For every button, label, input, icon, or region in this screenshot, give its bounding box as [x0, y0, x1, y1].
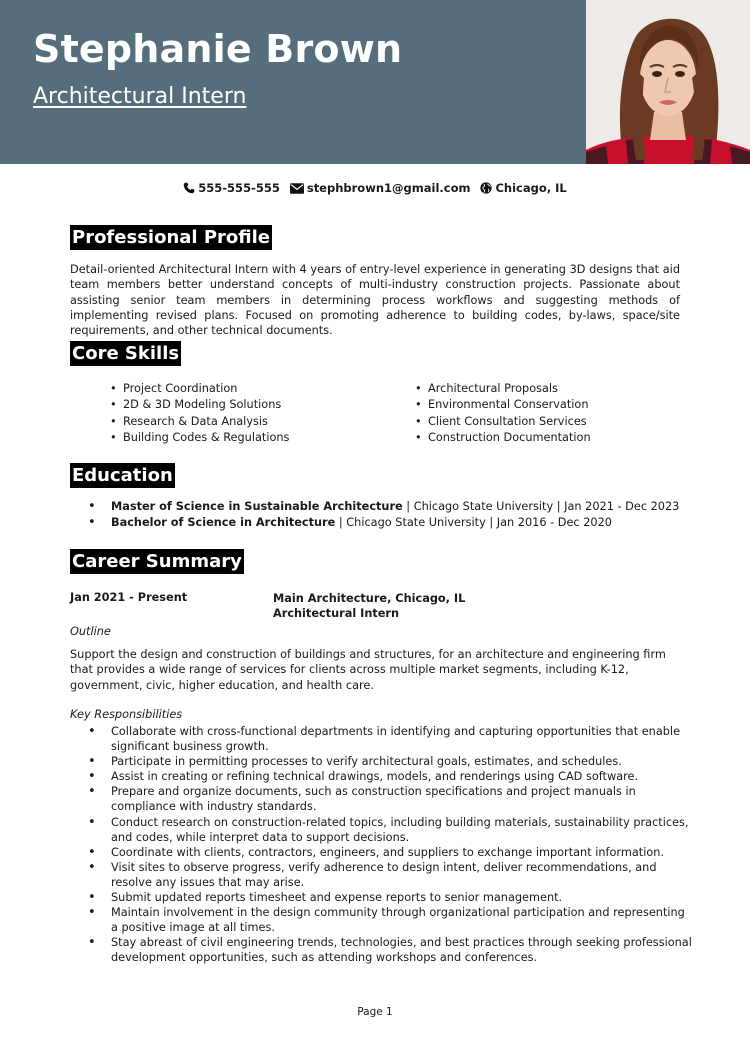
phone-number: 555-555-555 — [198, 181, 280, 195]
degree-name: Master of Science in Sustainable Architecture — [111, 500, 403, 513]
skill-item: • Research & Data Analysis — [110, 414, 289, 430]
page-number: Page 1 — [357, 1006, 393, 1018]
responsibility-item: • Submit updated reports timesheet and expense reports to senior management. — [88, 890, 693, 905]
skills-list-left — [110, 381, 289, 446]
responsibility-item: • Visit sites to observe progress, verify adherence to design intent, deliver recommendations, and resolve any issues that may arise. — [88, 860, 693, 890]
responsibility-item: • Stay abreast of civil engineering trends, technologies, and best practices through seeking professional development opportunities, such as attending workshops and conferences. — [88, 935, 693, 965]
section-heading-education: Education — [72, 465, 173, 486]
responsibilities-list — [88, 724, 693, 966]
contact-bar — [0, 181, 750, 195]
profile-summary: Detail-oriented Architectural Intern with 4 years of entry-level experience in generating 3D designs that aid team members better understand concepts of multi-industry construction projects. Passionate about assisting senior team members in determining process workflows and suggesting methods of implementing revised plans. Focused on promoting adherence to building codes, by-laws, space/site requirements, and other technical documents. — [70, 263, 680, 338]
globe-icon — [480, 182, 492, 194]
skill-item: • Construction Documentation — [415, 430, 591, 446]
email-address: stephbrown1@gmail.com — [306, 181, 471, 195]
responsibility-item: • Prepare and organize documents, such as construction specifications and project manuals in compliance with industry standards. — [88, 784, 693, 814]
job-employer — [273, 591, 465, 621]
skill-item: • Architectural Proposals — [415, 381, 591, 397]
responsibility-item: • Collaborate with cross-functional departments in identifying and capturing opportunities that enable significant business growth. — [88, 724, 693, 754]
education-list — [88, 499, 708, 531]
skill-item: • Client Consultation Services — [415, 414, 591, 430]
degree-details: | Chicago State University | Jan 2016 - Dec 2020 — [335, 516, 612, 529]
degree-details: | Chicago State University | Jan 2021 - Dec 2023 — [402, 500, 680, 513]
skill-item: • Environmental Conservation — [415, 397, 591, 413]
job-outline: Support the design and construction of buildings and structures, for an architecture and engineering firm that provides a wide range of services for clients across multiple market segments, including K-12, government, civic, higher education, and health care. — [70, 648, 666, 692]
responsibility-item: • Assist in creating or refining technical drawings, models, and renderings using CAD software. — [88, 769, 693, 784]
skill-item: • 2D & 3D Modeling Solutions — [110, 397, 289, 413]
responsibility-item: • Participate in permitting processes to verify architectural goals, estimates, and schedules. — [88, 754, 693, 769]
contact-phone[interactable] — [183, 181, 280, 195]
responsibility-item: • Coordinate with clients, contractors, engineers, and suppliers to exchange important information. — [88, 845, 693, 860]
company-name: Main Architecture, Chicago, IL — [273, 592, 466, 605]
responsibility-item: • Conduct research on construction-related topics, including building materials, sustainability practices, and codes, while interpret data to support decisions. — [88, 815, 693, 845]
job-role: Architectural Intern — [273, 607, 400, 620]
skills-list-right — [415, 381, 591, 446]
education-item — [88, 515, 708, 531]
section-heading-skills: Core Skills — [72, 343, 180, 364]
responsibility-item: • Maintain involvement in the design community through organizational participation and representing a positive image at all times. — [88, 905, 693, 935]
profile-photo — [586, 0, 750, 164]
portrait-image — [586, 0, 750, 164]
responsibilities-label: Key Responsibilities — [70, 708, 183, 721]
section-heading-career: Career Summary — [72, 551, 242, 572]
skill-item: • Project Coordination — [110, 381, 289, 397]
outline-label: Outline — [70, 625, 111, 638]
section-heading-profile: Professional Profile — [72, 227, 270, 248]
skill-item: • Building Codes & Regulations — [110, 430, 289, 446]
candidate-title: Architectural Intern — [33, 84, 247, 109]
location-text: Chicago, IL — [495, 181, 567, 195]
candidate-name: Stephanie Brown — [33, 27, 403, 71]
job-dates: Jan 2021 - Present — [70, 591, 188, 604]
envelope-icon — [290, 183, 304, 194]
phone-icon — [183, 182, 195, 194]
education-item — [88, 499, 708, 515]
contact-email[interactable] — [290, 181, 471, 195]
degree-name: Bachelor of Science in Architecture — [111, 516, 336, 529]
contact-location — [480, 181, 566, 195]
